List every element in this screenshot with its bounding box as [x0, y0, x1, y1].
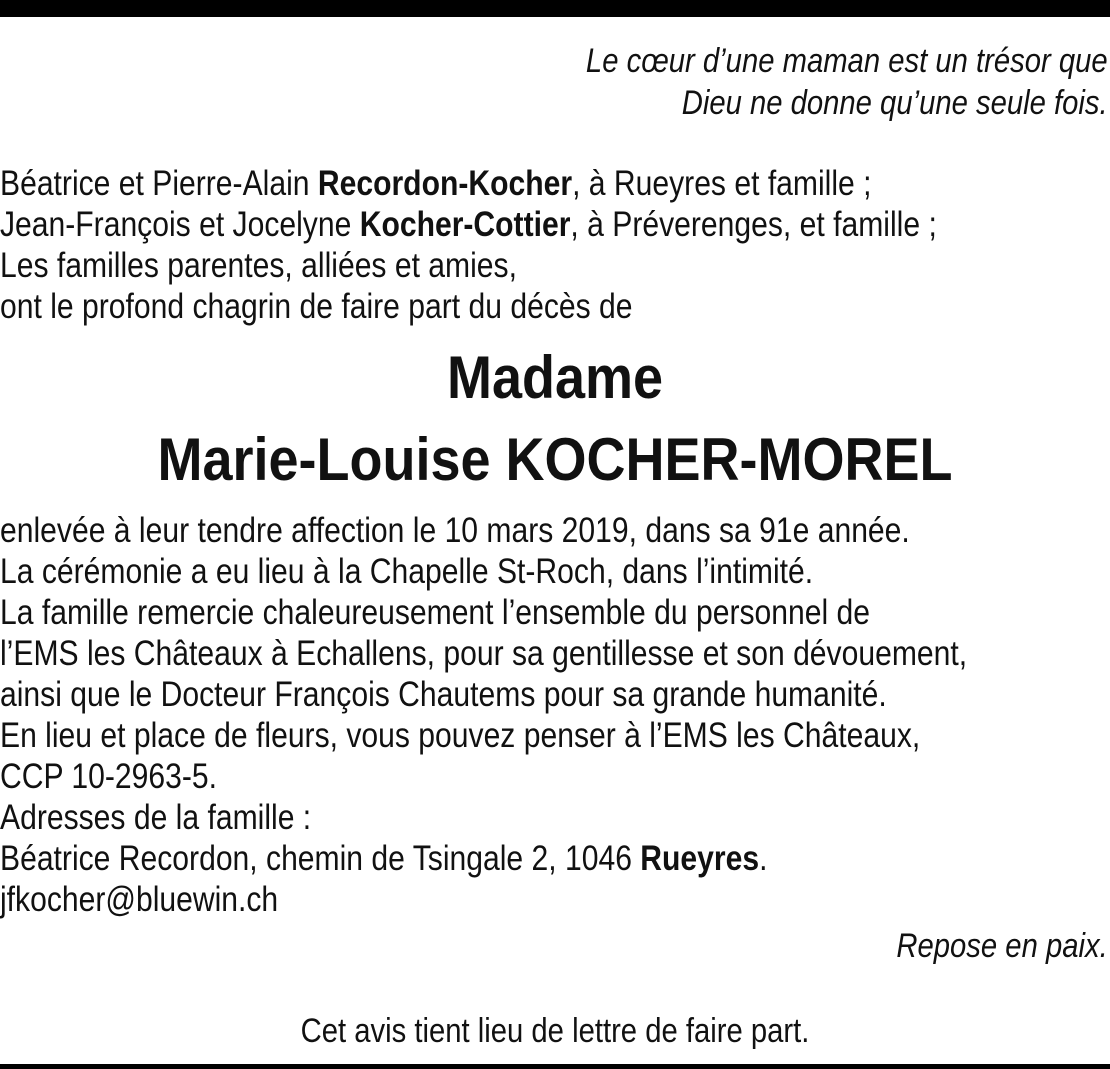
quote-line-2: Dieu ne donne qu’une seule fois. [682, 84, 1108, 122]
family-email: jfkocher@bluewin.ch [0, 880, 279, 919]
family-line-4: ont le profond chagrin de faire part du décès de [0, 287, 633, 326]
notice-details [0, 510, 968, 920]
footer-note: Cet avis tient lieu de lettre de faire part. [300, 1012, 810, 1050]
address-town: Rueyres [640, 839, 760, 878]
family-line-1: Béatrice et Pierre-Alain Recordon-Kocher, à Rueyres et famille ; [0, 164, 872, 203]
details-line-1: enlevée à leur tendre affection le 10 mars 2019, dans sa 91e année. [0, 511, 910, 550]
details-line-5: ainsi que le Docteur François Chautems pour sa grande humanité. [0, 675, 887, 714]
family-line-3: Les familles parentes, alliées et amies, [0, 246, 517, 285]
details-line-2: La cérémonie a eu lieu à la Chapelle St-Roch, dans l’intimité. [0, 552, 814, 591]
details-line-4: l’EMS les Châteaux à Echallens, pour sa gentillesse et son dévouement, [0, 634, 968, 673]
family-name-recordon-kocher: Recordon-Kocher [317, 164, 573, 203]
details-line-6: En lieu et place de fleurs, vous pouvez penser à l’EMS les Châteaux, [0, 716, 921, 755]
deceased-title: Madame [446, 344, 664, 411]
family-address: Béatrice Recordon, chemin de Tsingale 2, 1046 Rueyres. [0, 839, 768, 878]
family-line-2: Jean-François et Jocelyne Kocher-Cottier, à Préverenges, et famille ; [0, 205, 937, 244]
closing-phrase: Repose en paix. [896, 927, 1108, 965]
top-border-rule [0, 0, 1110, 17]
family-name-kocher-cottier: Kocher-Cottier [359, 205, 571, 244]
details-line-7: CCP 10-2963-5. [0, 757, 217, 796]
deceased-name: Marie-Louise KOCHER-MOREL [157, 426, 953, 493]
bottom-border-rule [0, 1064, 1110, 1069]
epigraph-quote [586, 40, 1108, 124]
details-line-8: Adresses de la famille : [0, 798, 312, 837]
family-announcement [0, 163, 955, 327]
quote-line-1: Le cœur d’une maman est un trésor que [586, 42, 1108, 80]
details-line-3: La famille remercie chaleureusement l’ensemble du personnel de [0, 593, 871, 632]
